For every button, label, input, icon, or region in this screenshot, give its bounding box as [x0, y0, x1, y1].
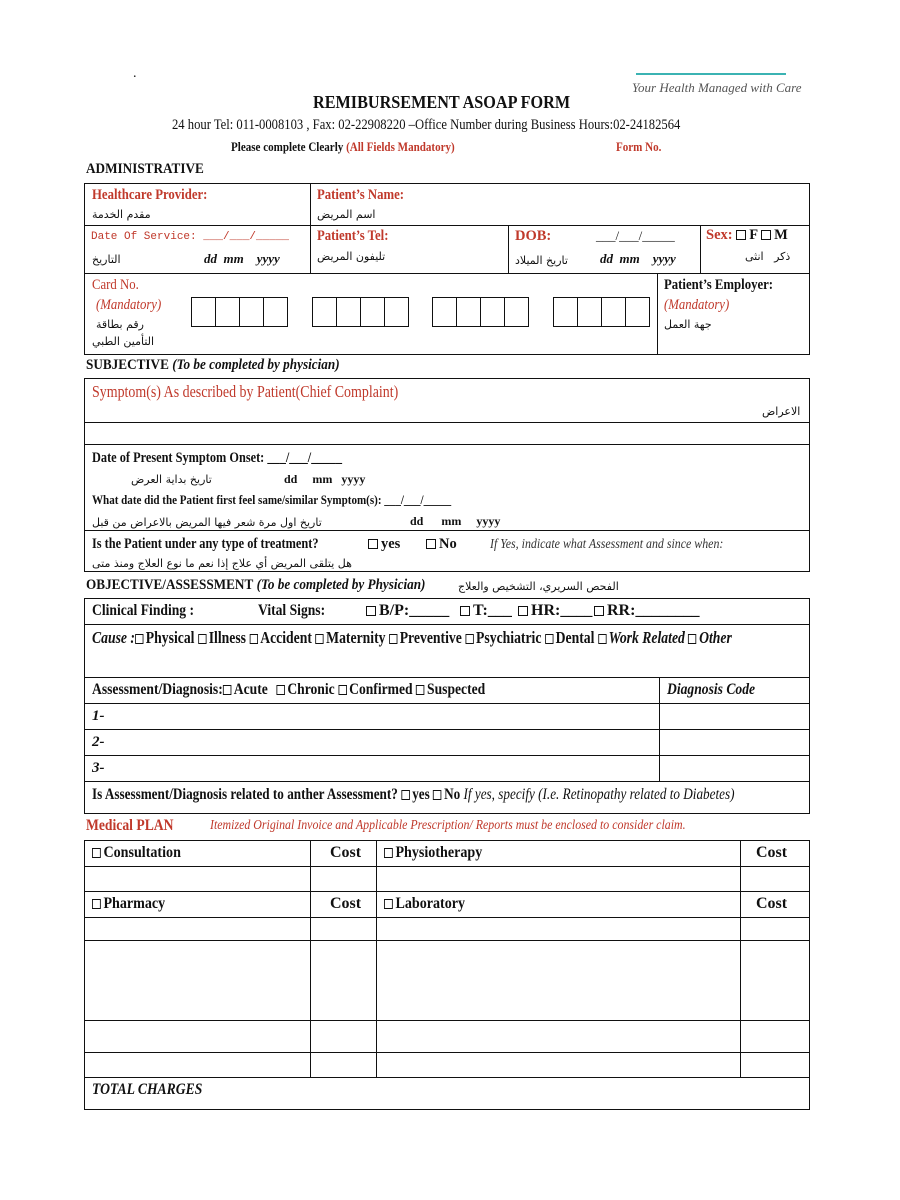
date-of-service-format: dd mm yyyy — [204, 251, 280, 266]
acute-checkbox[interactable] — [223, 685, 232, 695]
card-digit-box[interactable] — [239, 297, 264, 327]
employer-mandatory: (Mandatory) — [664, 297, 730, 313]
cause-row — [92, 628, 732, 648]
onset-label[interactable]: Date of Present Symptom Onset: ___/___/_____ — [92, 450, 343, 466]
cause-illness-label: Illness — [208, 628, 246, 647]
diagnosis-code-label: Diagnosis Code — [667, 681, 756, 698]
card-digit-box[interactable] — [625, 297, 650, 327]
treatment-options — [368, 536, 457, 553]
cause-maternity-checkbox[interactable] — [315, 634, 323, 644]
card-digit-box[interactable] — [360, 297, 385, 327]
healthcare-provider-ar: مقدم الخدمة — [92, 208, 151, 221]
subjective-heading-line — [86, 357, 340, 374]
card-mandatory: (Mandatory) — [96, 297, 162, 313]
healthcare-provider-label: Healthcare Provider: — [92, 187, 208, 203]
physiotherapy-label: Physiotherapy — [395, 844, 483, 861]
first-feel-ar: تاريخ اول مرة شعر فيها المريض بالاعراض من قبل — [92, 516, 322, 529]
cause-work-related-label: Work Related — [608, 628, 685, 647]
pharmacy-cost-label: Cost — [330, 895, 362, 912]
consultation-label: Consultation — [103, 844, 181, 861]
treatment-question: Is the Patient under any type of treatment? — [92, 536, 319, 552]
symptoms-label: Symptom(s) As described by Patient(Chief Complaint) — [92, 382, 399, 401]
pharmacy-label: Pharmacy — [103, 895, 166, 912]
consultation-item — [92, 844, 181, 862]
date-of-service-label[interactable]: Date Of Service: ___/___/_____ — [91, 231, 290, 243]
temp-field[interactable] — [460, 602, 512, 620]
treatment-row — [92, 536, 347, 553]
patient-name-label: Patient’s Name: — [317, 187, 405, 203]
subjective-heading-note: (To be completed by physician) — [172, 357, 340, 373]
diagnosis-row-2[interactable]: 2- — [92, 734, 105, 750]
header-dot: . — [133, 66, 137, 81]
cause-dental-checkbox[interactable] — [545, 634, 553, 644]
treatment-ar: هل يتلقى المريض أي علاج إذا نعم ما نوع العلاج ومنذ متى — [92, 557, 352, 570]
assessment-label: Assessment/Diagnosis: — [92, 681, 223, 698]
diagnosis-row-1[interactable]: 1- — [92, 708, 105, 724]
objective-heading: OBJECTIVE/ASSESSMENT — [86, 577, 254, 593]
instruction-text: Please complete Clearly — [231, 139, 344, 154]
objective-heading-line — [86, 577, 425, 594]
card-ar-1: رقم بطاقة — [96, 318, 144, 331]
cause-other-checkbox[interactable] — [688, 634, 696, 644]
first-feel-format: dd mm yyyy — [410, 514, 501, 528]
patient-tel-ar: تليفون المريض — [317, 250, 386, 263]
related-no-checkbox[interactable] — [433, 790, 442, 800]
card-digit-box[interactable] — [456, 297, 481, 327]
sex-male-checkbox[interactable] — [761, 230, 771, 240]
card-digit-box[interactable] — [432, 297, 457, 327]
card-digit-box[interactable] — [191, 297, 216, 327]
treatment-yes-checkbox[interactable] — [368, 539, 378, 549]
dob-label: DOB: — [515, 228, 552, 244]
card-no-label: Card No. — [92, 277, 139, 293]
card-digit-box[interactable] — [577, 297, 602, 327]
treatment-no-checkbox[interactable] — [426, 539, 436, 549]
diagnosis-row-3[interactable]: 3- — [92, 760, 105, 776]
rr-checkbox[interactable] — [594, 606, 604, 616]
dob-blank[interactable]: ___/___/_____ — [596, 228, 675, 243]
laboratory-item — [384, 895, 465, 913]
cause-psychiatric-checkbox[interactable] — [465, 634, 473, 644]
confirmed-checkbox[interactable] — [338, 685, 347, 695]
first-feel-label[interactable]: What date did the Patient first feel same/similar Symptom(s): ___/___/_____ — [92, 492, 452, 507]
cause-psychiatric-label: Psychiatric — [476, 628, 542, 647]
brand-accent-line — [636, 73, 786, 75]
temp-label: T:___ — [473, 602, 512, 619]
related-yes-checkbox[interactable] — [401, 790, 410, 800]
rr-field[interactable] — [594, 602, 699, 620]
sex-field — [706, 227, 788, 244]
suspected-checkbox[interactable] — [416, 685, 425, 695]
treatment-note: If Yes, indicate what Assessment and since when: — [490, 537, 724, 552]
confirmed-label: Confirmed — [349, 681, 413, 698]
cause-preventive-checkbox[interactable] — [389, 634, 397, 644]
subjective-heading: SUBJECTIVE — [86, 357, 169, 373]
clinical-finding-label: Clinical Finding : — [92, 602, 195, 619]
pharmacy-item — [92, 895, 165, 913]
card-digit-box[interactable] — [601, 297, 626, 327]
brand-tagline: Your Health Managed with Care — [632, 80, 802, 95]
symptoms-ar: الاعراض — [762, 405, 801, 418]
rr-label: RR:________ — [607, 602, 700, 619]
contact-line: 24 hour Tel: 011-0008103 , Fax: 02-22908220 –Office Number during Business Hours:02-24182564 — [172, 117, 681, 133]
date-of-service-ar: التاريخ — [92, 253, 121, 266]
pharmacy-checkbox[interactable] — [92, 899, 101, 909]
hr-label: HR:____ — [531, 602, 593, 619]
onset-format: dd mm yyyy — [284, 472, 366, 486]
onset-ar: تاريخ بداية العرض — [131, 473, 212, 486]
laboratory-cost-label: Cost — [756, 895, 788, 912]
cause-illness-checkbox[interactable] — [198, 634, 206, 644]
bp-label: B/P:_____ — [379, 602, 450, 619]
dob-format: dd mm yyyy — [600, 251, 676, 266]
card-digit-box[interactable] — [504, 297, 529, 327]
cause-work-related-checkbox[interactable] — [598, 634, 606, 644]
laboratory-checkbox[interactable] — [384, 899, 393, 909]
cause-physical-checkbox[interactable] — [135, 634, 143, 644]
cause-physical-label: Physical — [145, 628, 195, 647]
employer-ar: جهة العمل — [664, 318, 712, 331]
sex-female-label: F — [749, 227, 758, 243]
temp-checkbox[interactable] — [460, 606, 470, 616]
card-ar-2: التأمين الطبي — [92, 335, 155, 348]
sex-ar: ذكر انثى — [745, 250, 791, 263]
cause-preventive-label: Preventive — [399, 628, 462, 647]
employer-label: Patient’s Employer: — [664, 277, 774, 293]
related-no-label: No — [444, 786, 461, 803]
instruction-line — [231, 139, 455, 155]
card-digit-box[interactable] — [553, 297, 578, 327]
card-digit-box[interactable] — [263, 297, 288, 327]
physiotherapy-item — [384, 844, 482, 862]
cause-dental-label: Dental — [555, 628, 595, 647]
sex-label: Sex: — [706, 227, 733, 243]
administrative-heading: ADMINISTRATIVE — [86, 161, 204, 177]
patient-tel-label: Patient’s Tel: — [317, 228, 389, 244]
hr-field[interactable] — [518, 602, 592, 620]
bp-field[interactable] — [366, 602, 449, 620]
sex-female-checkbox[interactable] — [736, 230, 746, 240]
card-digit-box[interactable] — [215, 297, 240, 327]
card-digit-box[interactable] — [384, 297, 409, 327]
treatment-yes-label: yes — [381, 536, 401, 552]
cause-accident-label: Accident — [260, 628, 312, 647]
acute-label: Acute — [233, 681, 268, 698]
bp-checkbox[interactable] — [366, 606, 376, 616]
medical-plan-note: Itemized Original Invoice and Applicable Prescription/ Reports must be enclosed to consider claim. — [210, 818, 686, 833]
cause-maternity-label: Maternity — [326, 628, 386, 647]
related-yes-label: yes — [412, 786, 430, 803]
assessment-row — [92, 681, 485, 699]
related-question: Is Assessment/Diagnosis related to anther Assessment? — [92, 786, 398, 803]
treatment-no-label: No — [438, 536, 457, 552]
medical-plan-table — [84, 840, 810, 1110]
total-charges-label: TOTAL CHARGES — [92, 1081, 203, 1098]
objective-heading-note: (To be completed by Physician) — [256, 577, 426, 593]
card-digit-box[interactable] — [480, 297, 505, 327]
related-note: If yes, specify (I.e. Retinopathy related to Diabetes) — [463, 786, 735, 803]
sex-male-label: M — [774, 227, 788, 243]
card-digit-box[interactable] — [336, 297, 361, 327]
cause-other-label: Other — [699, 628, 732, 647]
chronic-label: Chronic — [287, 681, 335, 698]
patient-name-ar: اسم المريض — [317, 208, 376, 221]
hr-checkbox[interactable] — [518, 606, 528, 616]
form-title: REMIBURSEMENT ASOAP FORM — [313, 92, 571, 112]
vital-signs-label: Vital Signs: — [258, 602, 326, 619]
form-number-label: Form No. — [616, 139, 662, 154]
dob-ar: تاريخ الميلاد — [515, 254, 568, 267]
physiotherapy-cost-label: Cost — [756, 844, 788, 861]
objective-heading-ar: الفحص السريري، التشخيص والعلاج — [458, 580, 619, 593]
laboratory-label: Laboratory — [395, 895, 466, 912]
consultation-cost-label: Cost — [330, 844, 362, 861]
consultation-checkbox[interactable] — [92, 848, 101, 858]
medical-plan-heading: Medical PLAN — [86, 817, 174, 834]
physiotherapy-checkbox[interactable] — [384, 848, 393, 858]
cause-accident-checkbox[interactable] — [249, 634, 257, 644]
mandatory-note: (All Fields Mandatory) — [346, 139, 455, 154]
cause-label: Cause : — [92, 628, 135, 647]
card-digit-box[interactable] — [312, 297, 337, 327]
related-row — [92, 786, 734, 804]
chronic-checkbox[interactable] — [276, 685, 285, 695]
suspected-label: Suspected — [427, 681, 486, 698]
